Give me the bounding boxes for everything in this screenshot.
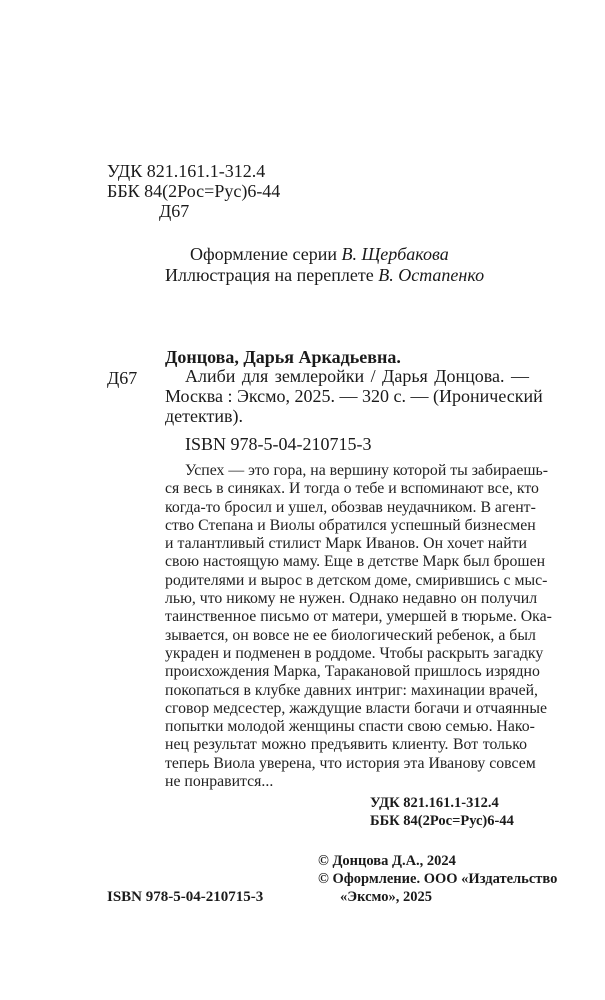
bbk-code: ББК 84(2Рос=Рус)6-44 — [107, 181, 281, 201]
bibliographic-description — [165, 366, 543, 426]
annotation-line: зывается, он вовсе не ее биологический ребенок, а был — [165, 626, 536, 644]
series-design-credit — [190, 244, 449, 264]
bbk-code-footer: ББК 84(2Рос=Рус)6-44 — [370, 813, 514, 829]
series-design-label: Оформление серии — [190, 244, 337, 264]
author-mark: Д67 — [107, 368, 138, 388]
annotation — [165, 462, 552, 791]
cover-illustration-name: В. Остапенко — [378, 265, 485, 285]
annotation-line: покопаться в клубке давних интриг: махинации врачей, — [165, 681, 539, 699]
annotation-line: не понравится... — [165, 773, 274, 791]
description-line: Москва : Эксмо, 2025. — 320 с. — (Иронический — [165, 386, 543, 406]
description-line: Алиби для землеройки / Дарья Донцова. — — [185, 366, 529, 386]
annotation-line: Успех — это гора, на вершину которой ты забираешь- — [185, 462, 548, 479]
udk-code-footer: УДК 821.161.1-312.4 — [370, 795, 499, 811]
annotation-line: сговор медсестер, жаждущие власти богачи и отчаянные — [165, 699, 547, 717]
annotation-line: происхождения Марка, Таракановой пришлось изрядно — [165, 663, 540, 681]
annotation-line: свою настоящую маму. Еще в детстве Марк был брошен — [165, 553, 546, 571]
annotation-line: таинственное письмо от матери, умершей в тюрьме. Ока- — [165, 608, 552, 626]
annotation-line: попытки молодой женщины спасти свою семью. Нако- — [165, 718, 535, 736]
annotation-line: лью, что никому не нужен. Однако недавно он получил — [165, 590, 538, 608]
series-design-name: В. Щербакова — [341, 244, 449, 264]
copyright-design: © Оформление. ООО «Издательство — [318, 871, 558, 887]
annotation-line: и талантливый стилист Марк Иванов. Он хочет найти — [165, 535, 527, 553]
annotation-line: нец результат можно предъявить клиенту. Вот только — [165, 736, 527, 754]
author-heading: Донцова, Дарья Аркадьевна. — [165, 347, 401, 367]
isbn-footer: ISBN 978-5-04-210715-3 — [107, 889, 264, 905]
annotation-line: родителями и вырос в детском доме, смирившись с мыс- — [165, 571, 548, 589]
copyright-design-cont: «Эксмо», 2025 — [340, 889, 432, 905]
copyright-author: © Донцова Д.А., 2024 — [318, 853, 456, 869]
isbn-record: ISBN 978-5-04-210715-3 — [185, 434, 372, 454]
annotation-line: украден и подменен в роддоме. Чтобы раскрыть загадку — [165, 644, 544, 662]
cover-illustration-label: Иллюстрация на переплете — [165, 265, 374, 285]
udk-code: УДК 821.161.1-312.4 — [107, 161, 266, 181]
annotation-line: ство Степана и Виолы обратился успешный бизнесмен — [165, 516, 536, 534]
annotation-line: теперь Виола уверена, что история эта Иванову совсем — [165, 754, 536, 772]
author-mark-header: Д67 — [159, 201, 190, 221]
annotation-line: когда-то бросил и ушел, обозвав неудачником. В агент- — [165, 498, 536, 516]
cover-illustration-credit — [165, 265, 484, 285]
description-line: детектив). — [165, 406, 244, 426]
annotation-line: ся весь в синяках. И тогда о тебе и вспоминают все, кто — [165, 480, 539, 498]
